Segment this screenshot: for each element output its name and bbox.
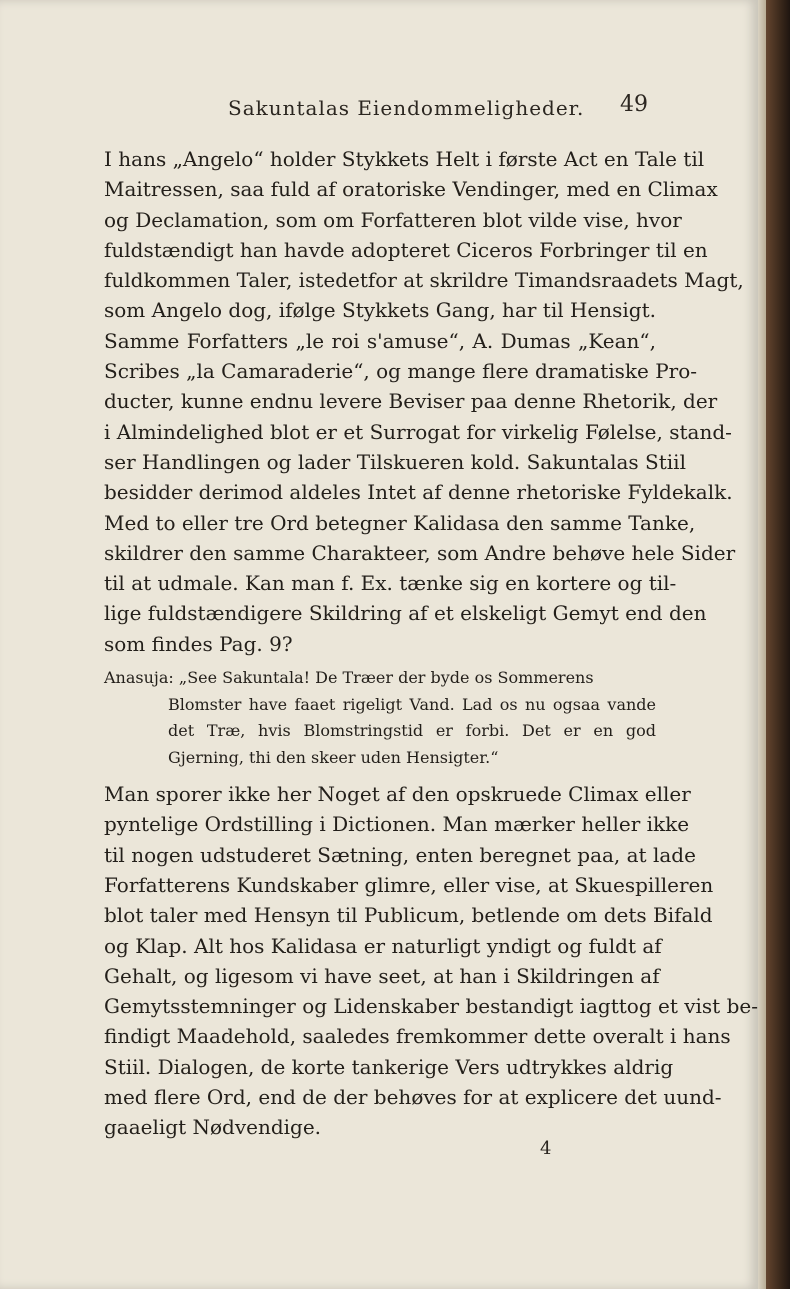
text-line: og Klap. Alt hos Kalidasa er naturligt yndigt og fuldt af (104, 933, 662, 958)
text-line: Man sporer ikke her Noget af den opskruede Climax eller (104, 782, 691, 807)
text-line: I hans „Angelo“ holder Stykkets Helt i første Act en Tale til (104, 147, 705, 171)
text-line: besidder derimod aldeles Intet af denne rhetoriske Fyldekalk. (104, 480, 733, 505)
text-line: Scribes „la Camaraderie“, og mange flere dramatiske Pro- (104, 359, 698, 384)
text-line: Gehalt, og ligesom vi have seet, at han i Skildringen af (104, 963, 660, 988)
text-line: til at udmale. Kan man f. Ex. tænke sig en kortere og til- (104, 571, 677, 596)
text-line: Maitressen, saa fuld af oratoriske Vendinger, med en Climax (104, 177, 718, 202)
text-line: gaaeligt Nødvendige. (104, 1115, 322, 1140)
paragraph-2 (104, 779, 758, 1143)
text-line: med flere Ord, end de der behøves for at explicere det uund- (104, 1085, 722, 1110)
text-line: lige fuldstændigere Skildring af et elskeligt Gemyt end den (104, 601, 707, 626)
text-line: findigt Maadehold, saaledes fremkommer dette overalt i hans (104, 1024, 731, 1049)
text-line: Gemytsstemninger og Lidenskaber bestandigt iagttog et vist be- (104, 994, 758, 1019)
text-line: skildrer den samme Charakteer, som Andre behøve hele Sider (104, 540, 736, 565)
text-line: Stiil. Dialogen, de korte tankerige Vers udtrykkes aldrig (104, 1054, 674, 1079)
paragraph-1 (104, 144, 744, 659)
text-line: Med to eller tre Ord betegner Kalidasa den samme Tanke, (104, 510, 696, 535)
text-line: og Declamation, som om Forfatteren blot vilde vise, hvor (104, 207, 682, 232)
quote-line: Gjerning, thi den skeer uden Hensigter.“ (168, 747, 499, 767)
text-line: ser Handlingen og lader Tilskueren kold. Sakuntalas Stiil (104, 449, 686, 474)
text-line: Forfatterens Kundskaber glimre, eller vise, at Skuespilleren (104, 872, 714, 897)
text-line: Samme Forfatters „le roi s'amuse“, A. Dumas „Kean“, (104, 328, 656, 353)
text-line: som findes Pag. 9? (104, 631, 293, 656)
text-line: som Angelo dog, ifølge Stykkets Gang, har til Hensigt. (104, 298, 656, 323)
running-head: Sakuntalas Eiendommeligheder. (228, 96, 585, 120)
text-line: i Almindelighed blot er et Surrogat for virkelig Følelse, stand- (104, 419, 732, 444)
body-text (104, 144, 758, 1143)
signature-mark: 4 (540, 1138, 552, 1159)
quote-line: Blomster have faaet rigeligt Vand. Lad os nu ogsaa vande (168, 694, 656, 714)
dialogue-quote (104, 665, 656, 771)
page-number: 49 (620, 92, 648, 117)
quote-line: det Træ, hvis Blomstringstid er forbi. Det er en god (168, 721, 656, 741)
quote-text: „See Sakuntala! De Træer der byde os Sommerens (178, 668, 594, 688)
text-line: blot taler med Hensyn til Publicum, betlende om dets Bifald (104, 903, 713, 928)
text-line: pyntelige Ordstilling i Dictionen. Man mærker heller ikke (104, 812, 690, 837)
quote-line (104, 665, 656, 692)
text-line: ducter, kunne endnu levere Beviser paa denne Rhetorik, der (104, 389, 718, 414)
text-line: til nogen udstuderet Sætning, enten beregnet paa, at lade (104, 842, 696, 867)
text-line: fuldkommen Taler, istedetfor at skrildre Timandsraadets Magt, (104, 268, 744, 293)
quote-speaker: Anasuja: (104, 668, 174, 688)
page-edge (758, 0, 766, 1289)
text-line: fuldstændigt han havde adopteret Ciceros Forbringer til en (104, 237, 708, 262)
